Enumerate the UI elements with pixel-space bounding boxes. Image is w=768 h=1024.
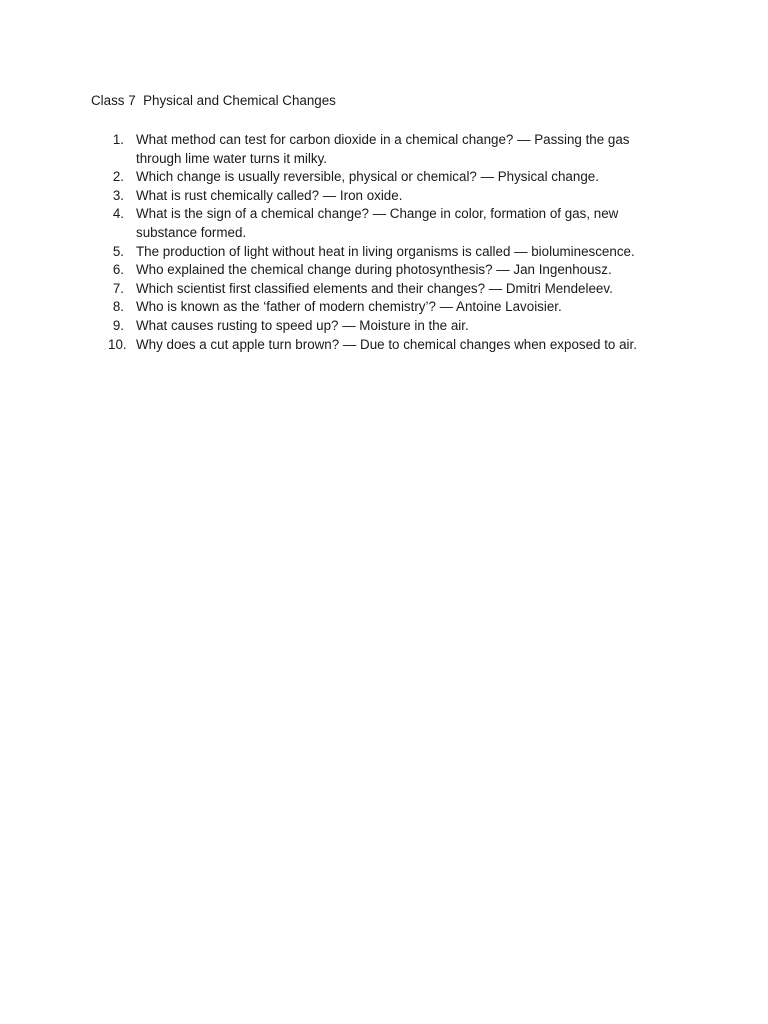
list-item <box>108 131 668 168</box>
question-list <box>108 131 668 354</box>
list-item-number: 7. <box>112 280 124 296</box>
list-item-number: 2. <box>112 169 124 185</box>
list-item <box>108 205 668 242</box>
list-item-text: Which scientist first classified elements and their changes? — Dmitri Mendeleev. <box>136 280 613 296</box>
list-item <box>108 336 668 355</box>
page-title: Class 7 Physical and Chemical Changes <box>91 93 336 108</box>
list-item <box>108 298 668 317</box>
list-item-text: Who is known as the ‘father of modern chemistry’? — Antoine Lavoisier. <box>136 299 562 315</box>
list-item <box>108 280 668 299</box>
list-item-text: The production of light without heat in living organisms is called — bioluminescence. <box>136 243 635 259</box>
list-item-number: 3. <box>112 187 124 203</box>
list-item-number: 1. <box>112 132 124 147</box>
list-item-number: 8. <box>112 299 124 315</box>
list-item-text: What causes rusting to speed up? — Moisture in the air. <box>136 317 469 333</box>
list-item-text: What method can test for carbon dioxide in a chemical change? — Passing the gas through lime water turns it milky. <box>136 132 630 166</box>
list-item-number: 9. <box>112 317 124 333</box>
list-item-text: What is rust chemically called? — Iron oxide. <box>136 187 403 203</box>
list-item-number: 5. <box>112 243 124 259</box>
list-item <box>108 261 668 280</box>
list-item-text: Which change is usually reversible, physical or chemical? — Physical change. <box>136 169 599 185</box>
list-item-number: 4. <box>112 206 124 222</box>
list-item <box>108 317 668 336</box>
list-item-number: 6. <box>112 262 124 278</box>
list-item-text: Who explained the chemical change during photosynthesis? — Jan Ingenhousz. <box>136 262 612 278</box>
list-item <box>108 187 668 206</box>
list-item-text: Why does a cut apple turn brown? — Due to chemical changes when exposed to air. <box>136 336 637 352</box>
list-item-number: 10. <box>108 336 127 352</box>
list-item <box>108 243 668 262</box>
list-item-text: What is the sign of a chemical change? — Change in color, formation of gas, new substance formed. <box>136 206 619 240</box>
list-item <box>108 168 668 187</box>
